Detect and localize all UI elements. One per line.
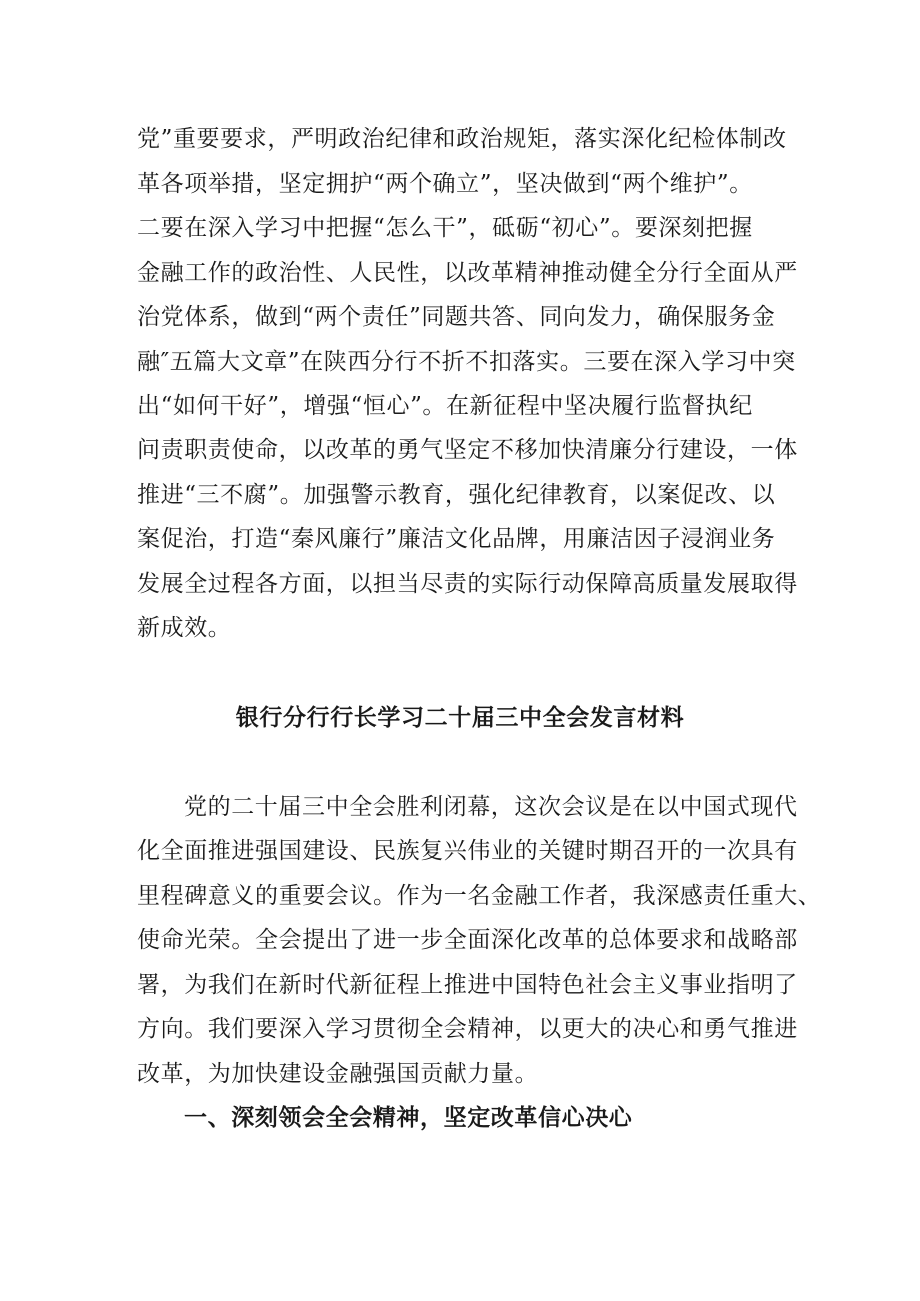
- body-text-line: 里程碑意义的重要会议。作为一名金融工作者，我深感责任重大、: [137, 883, 822, 909]
- body-text-line: 融″五篇大文章”在陕西分行不折不扣落实。三要在深入学习中突: [137, 349, 796, 375]
- body-text-line: 改革，为加快建设金融强国贡献力量。: [137, 1061, 539, 1087]
- body-text-line: 方向。我们要深入学习贯彻全会精神，以更大的决心和勇气推进: [137, 1016, 798, 1042]
- body-text-line: 金融工作的政治性、人民性，以改革精神推动健全分行全面从严: [137, 260, 798, 286]
- body-text-line: 治党体系，做到“两个责任”同题共答、同向发力，确保服务金: [137, 304, 776, 330]
- section-heading: 一、深刻领会全会精神，坚定改革信心决心: [184, 1105, 633, 1131]
- body-text-line: 党”重要要求，严明政治纪律和政治规矩，落实深化纪检体制改: [137, 126, 787, 152]
- body-text-line: 二要在深入学习中把握“怎么干”，砥砺“初心”。要深刻把握: [137, 215, 753, 241]
- body-text-line: 推进“三不腐”。加强警示教育，强化纪律教育，以案促改、以: [137, 482, 776, 508]
- body-text-line: 发展全过程各方面，以担当尽责的实际行动保障高质量发展取得: [137, 571, 798, 597]
- body-text-line: 出“如何干好”，增强“恒心”。在新征程中坚决履行监督执纪: [137, 393, 753, 419]
- body-text-line: 使命光荣。全会提出了进一步全面深化改革的总体要求和战略部: [137, 927, 798, 953]
- body-text-line: 案促治，打造“秦风廉行”廉洁文化品牌，用廉洁因子浸润业务: [137, 526, 776, 552]
- article-title: 银行分行行长学习二十届三中全会发言材料: [235, 705, 685, 731]
- body-text-line: 问责职责使命，以改革的勇气坚定不移加快清廉分行建设，一体: [137, 437, 798, 463]
- body-text-line: 化全面推进强国建设、民族复兴伟业的关键时期召开的一次具有: [137, 838, 798, 864]
- body-text-line: 署，为我们在新时代新征程上推进中国特色社会主义事业指明了: [137, 972, 798, 998]
- body-text-line: 革各项举措，坚定拥护“两个确立”，坚决做到“两个维护”。: [137, 171, 753, 197]
- body-text-line: 党的二十届三中全会胜利闭幕，这次会议是在以中国式现代: [184, 794, 798, 820]
- body-text-line: 新成效。: [137, 615, 232, 641]
